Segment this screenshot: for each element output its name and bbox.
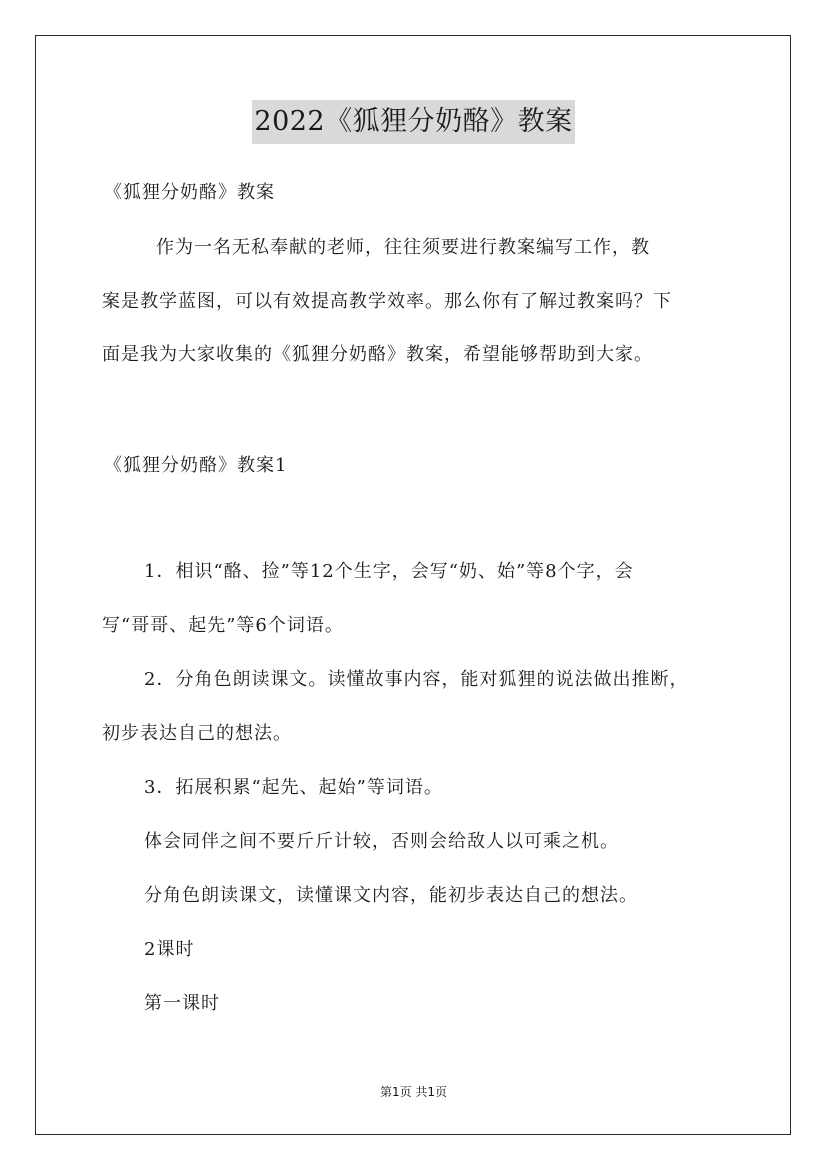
- first-lesson-line: 第一课时: [144, 993, 220, 1014]
- section-heading-1: 《狐狸分奶酪》教案1: [104, 455, 288, 476]
- objective-3-line: 3．拓展积累“起先、起始”等词语。: [144, 777, 443, 798]
- intro-line-2: 案是教学蓝图，可以有效提高教学效率。那么你有了解过教案吗？下: [102, 291, 672, 312]
- intro-line-1: 作为一名无私奉献的老师，往往须要进行教案编写工作，教: [156, 237, 650, 258]
- emotion-goal-line: 体会同伴之间不要斤斤计较，否则会给敌人以可乘之机。: [144, 831, 619, 852]
- objective-1-line-1: 1．相识“酪、捡”等12个生字，会写“奶、始”等8个字，会: [144, 561, 634, 582]
- page-footer: 第1页 共1页: [379, 1085, 448, 1099]
- objective-2-line-2: 初步表达自己的想法。: [102, 723, 292, 744]
- document-title-container: [0, 100, 827, 144]
- intro-line-3: 面是我为大家收集的《狐狸分奶酪》教案，希望能够帮助到大家。: [102, 344, 653, 365]
- key-point-line: 分角色朗读课文，读懂课文内容，能初步表达自己的想法。: [144, 885, 638, 906]
- document-title: 2022《狐狸分奶酪》教案: [252, 100, 574, 144]
- class-hours-line: 2课时: [144, 939, 195, 960]
- objective-1-line-2: 写“哥哥、起先”等6个词语。: [102, 615, 344, 636]
- objective-2-line-1: 2．分角色朗读课文。读懂故事内容，能对狐狸的说法做出推断，: [144, 669, 689, 690]
- subtitle-line: 《狐狸分奶酪》教案: [104, 182, 275, 203]
